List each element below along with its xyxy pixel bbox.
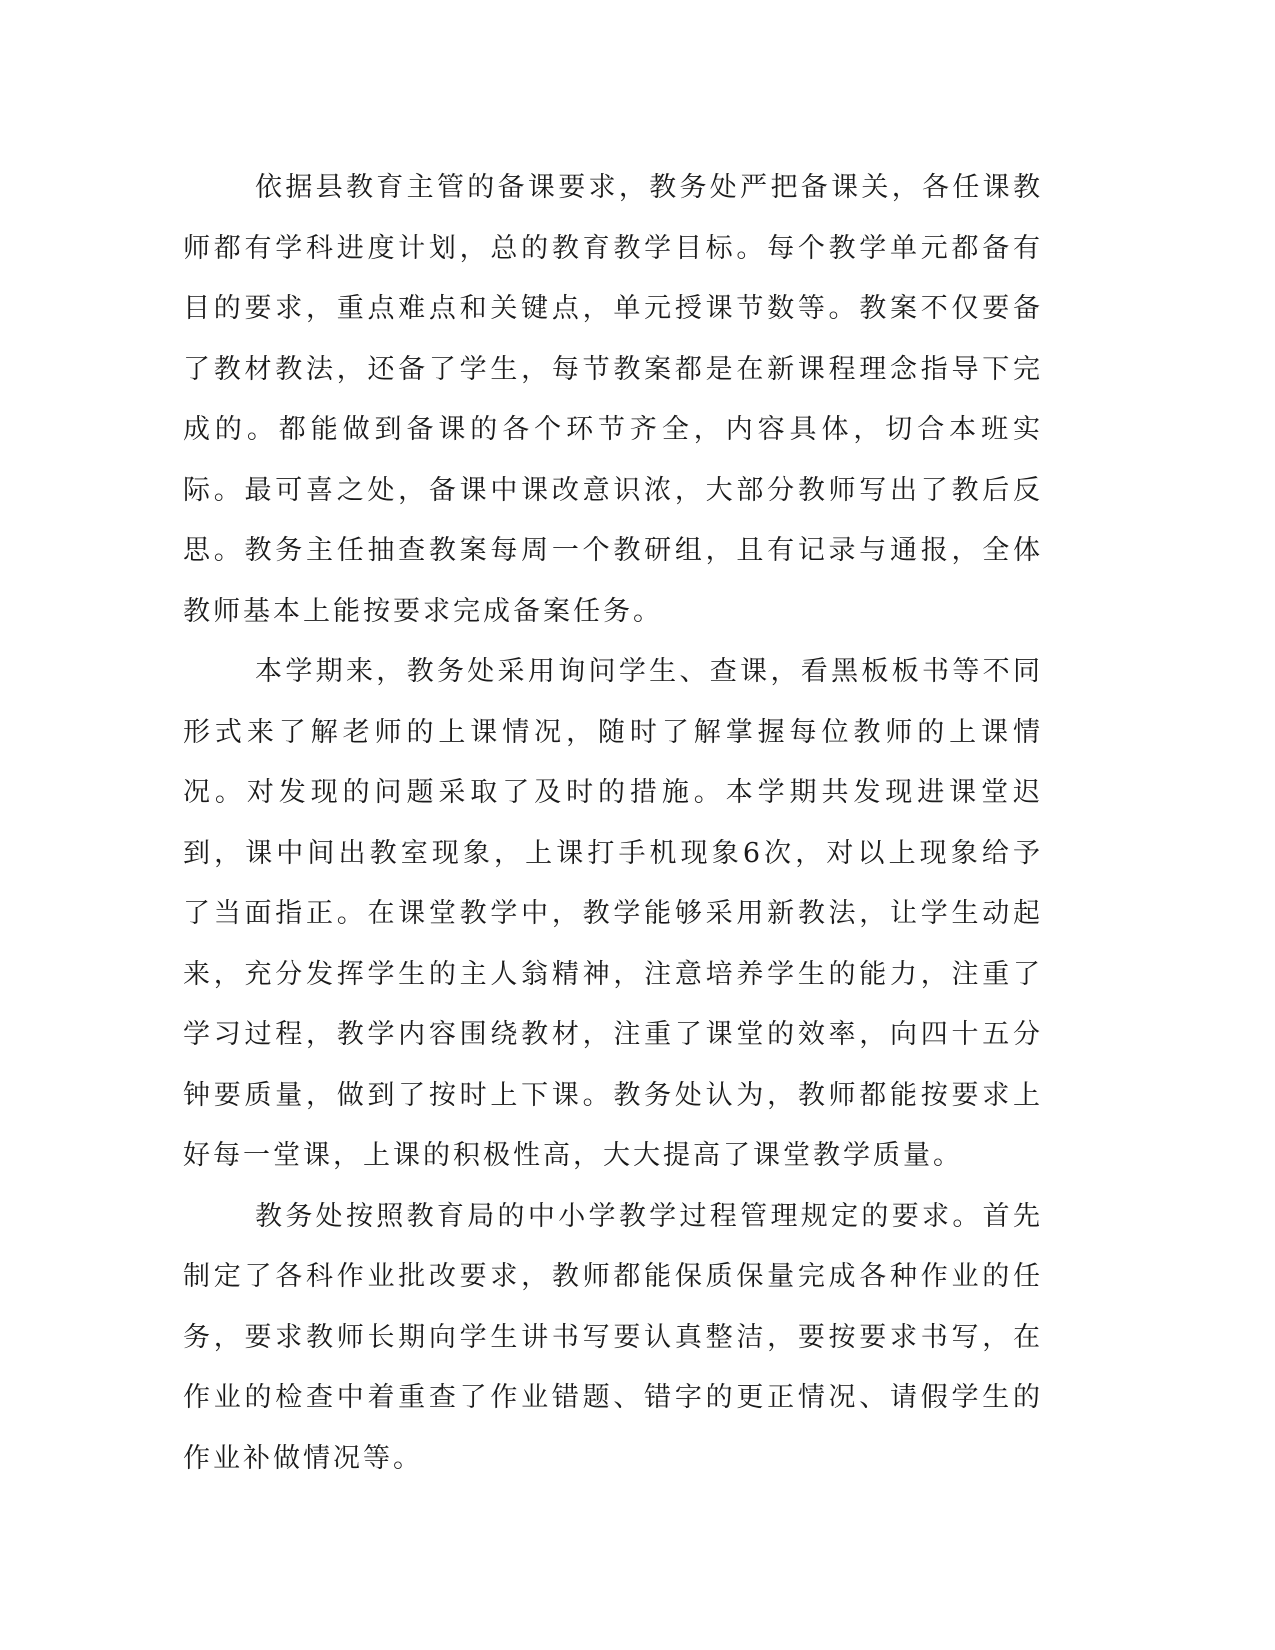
paragraph-lesson-preparation: 依据县教育主管的备课要求，教务处严把备课关，各任课教师都有学科进度计划，总的教育教学目标。每个教学单元都备有目的要求，重点难点和关键点，单元授课节数等。教案不仅要备了教材教法，还备了学生，每节教案都是在新课程理念指导下完成的。都能做到备课的各个环节齐全，内容具体，切合本班实际。最可喜之处，备课中课改意识浓，大部分教师写出了教后反思。教务主任抽查教案每周一个教研组，且有记录与通报，全体教师基本上能按要求完成备案任务。 (183, 172, 1043, 627)
paragraph-homework-checking: 教务处按照教育局的中小学教学过程管理规定的要求。首先制定了各科作业批改要求，教师都能保质保量完成各种作业的任务，要求教师长期向学生讲书写要认真整洁，要按要求书写，在作业的检查中着重查了作业错题、错字的更正情况、请假学生的作业补做情况等。 (183, 1200, 1043, 1474)
document-body (183, 158, 1043, 1489)
paragraph-classroom-teaching: 本学期来，教务处采用询问学生、查课，看黑板板书等不同形式来了解老师的上课情况，随时了解掌握每位教师的上课情况。对发现的问题采取了及时的措施。本学期共发现进课堂迟到，课中间出教室现象，上课打手机现象6次，对以上现象给予了当面指正。在课堂教学中，教学能够采用新教法，让学生动起来，充分发挥学生的主人翁精神，注意培养学生的能力，注重了学习过程，教学内容围绕教材，注重了课堂的效率，向四十五分钟要质量，做到了按时上下课。教务处认为，教师都能按要求上好每一堂课，上课的积极性高，大大提高了课堂教学质量。 (183, 656, 1043, 1171)
